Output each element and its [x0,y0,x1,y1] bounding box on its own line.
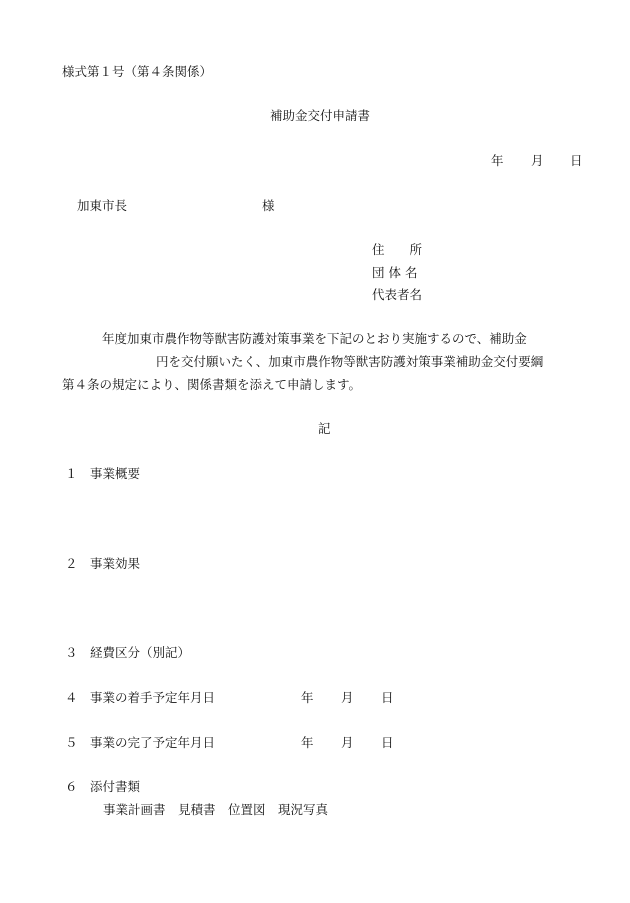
item-label: 経費区分（別記） [90,645,191,660]
item-label: 事業概要 [90,466,141,481]
start-day: 日 [381,690,394,705]
completion-day: 日 [381,735,394,750]
item-number: ４ [65,690,78,705]
item-number: ６ [65,779,78,794]
body-line-1: 年度加東市農作物等獣害防護対策事業を下記のとおり実施するので、補助金 [102,331,527,346]
date-year: 年 [491,153,504,168]
addressee-name: 加東市長 [77,198,128,213]
item-number: ５ [65,735,78,750]
ki-heading: 記 [318,421,331,436]
form-number: 様式第１号（第４条関係） [62,64,213,79]
item-label: 事業効果 [90,556,141,571]
start-year: 年 [301,690,314,705]
completion-month: 月 [341,735,354,750]
address-label: 住 所 [372,242,423,257]
attachments-list: 事業計画書 見積書 位置図 現況写真 [103,802,329,817]
item-label: 事業の完了予定年月日 [90,735,216,750]
date-day: 日 [570,153,583,168]
item-label: 添付書類 [90,779,141,794]
completion-year: 年 [301,735,314,750]
item-number: ２ [65,556,78,571]
body-line-2: 円を交付願いたく、加東市農作物等獣害防護対策事業補助金交付要綱 [156,354,544,369]
representative-label: 代表者名 [372,287,423,302]
document-title: 補助金交付申請書 [270,108,371,123]
item-number: １ [65,466,78,481]
group-name-label: 団 体 名 [372,265,418,280]
item-label: 事業の着手予定年月日 [90,690,216,705]
start-month: 月 [341,690,354,705]
body-line-3: 第４条の規定により、関係書類を添えて申請します。 [62,377,362,392]
item-number: ３ [65,645,78,660]
addressee-honorific: 様 [262,198,275,213]
date-month: 月 [531,153,544,168]
